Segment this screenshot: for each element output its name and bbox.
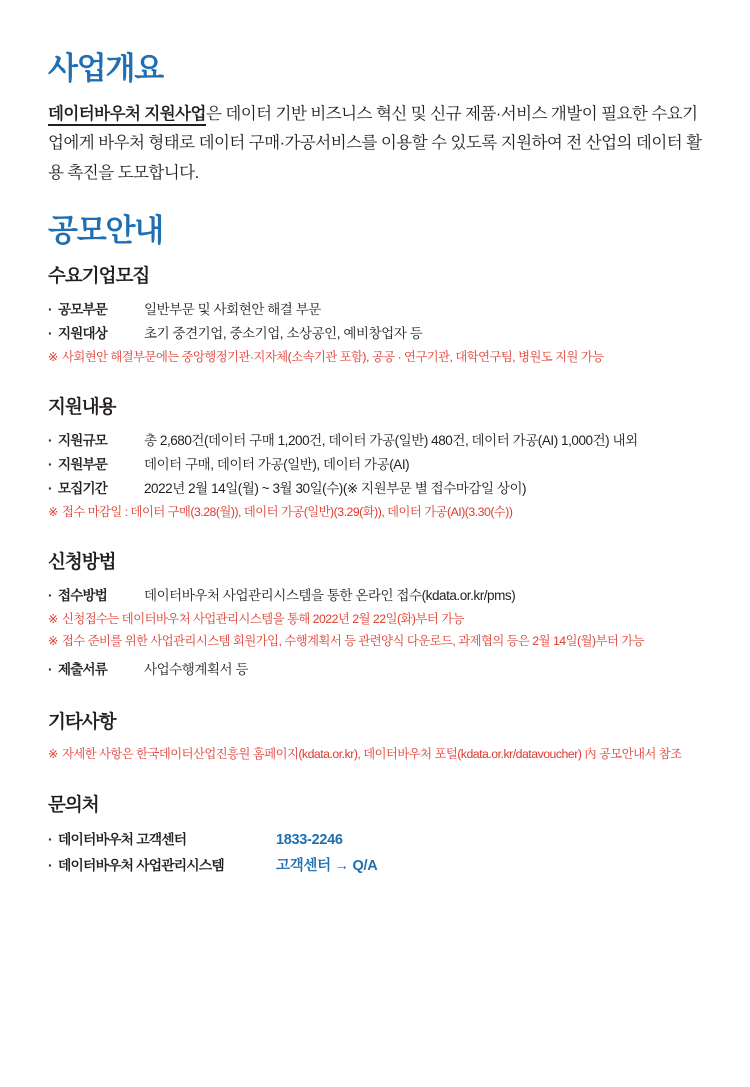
note-mark-icon: ※ [48, 611, 58, 626]
row-value: 초기 중견기업, 중소기업, 소상공인, 예비창업자 등 [144, 326, 423, 342]
section-title-overview: 사업개요 [48, 51, 163, 86]
bullet-dot: · [48, 587, 52, 603]
note-line [48, 503, 702, 522]
info-row [48, 478, 702, 500]
info-row [48, 659, 702, 681]
spacer [48, 765, 702, 791]
note-text: 신청접수는 데이터바우처 사업관리시스템을 통해 2022년 2월 22일(화)부터 가능 [62, 611, 464, 626]
spacer [48, 651, 702, 659]
spacer [48, 522, 702, 548]
row-value: 일반부문 및 사회현안 해결 부문 [144, 302, 321, 318]
group-support [48, 393, 702, 522]
note-text: 자세한 사항은 한국데이터산업진흥원 홈페이지(kdata.or.kr), 데이터바우처 포털(kdata.or.kr/datavoucher) 內 공모안내서 참조 [62, 747, 682, 762]
spacer [48, 188, 702, 214]
row-value: 데이터 구매, 데이터 가공(일반), 데이터 가공(AI) [144, 456, 410, 472]
contact-row [48, 828, 702, 848]
spacer [48, 682, 702, 708]
group-heading: 수요기업모집 [48, 265, 150, 287]
group-recruit [48, 262, 702, 367]
group-etc [48, 708, 702, 764]
note-mark-icon: ※ [48, 747, 58, 762]
note-text: 사회현안 해결부문에는 중앙행정기관·지자체(소속기관 포함), 공공 · 연구기관, 대학연구팀, 병원도 지원 가능 [62, 349, 604, 364]
contact-name: 데이터바우처 사업관리시스템 [58, 857, 224, 873]
contact-name: 데이터바우처 고객센터 [58, 831, 187, 847]
note-line [48, 745, 702, 764]
row-value: 2022년 2월 14일(월) ~ 3월 30일(수)(※ 지원부문 별 접수마감일 상이) [144, 480, 527, 496]
overview-keyword: 데이터바우처 지원사업 [48, 105, 206, 126]
bullet-dot: · [48, 831, 52, 847]
row-label: 접수방법 [58, 587, 107, 603]
contact-link[interactable]: 고객센터 → Q/A [276, 857, 378, 874]
bullet-dot: · [48, 661, 52, 677]
info-row [48, 323, 702, 345]
note-text: 접수 준비를 위한 사업관리시스템 회원가입, 수행계획서 등 관련양식 다운로드, 과제협의 등은 2월 14일(월)부터 가능 [62, 633, 645, 648]
group-contact [48, 791, 702, 875]
row-label: 지원부문 [58, 456, 107, 472]
row-label: 공모부문 [58, 302, 107, 318]
note-line [48, 348, 702, 367]
row-value: 사업수행계획서 등 [144, 661, 249, 677]
contact-phone[interactable]: 1833-2246 [276, 831, 343, 848]
info-row [48, 454, 702, 476]
contact-row [48, 854, 702, 875]
group-heading: 기타사항 [48, 711, 116, 733]
overview-paragraph [48, 100, 702, 188]
contact-heading: 문의처 [48, 793, 99, 815]
spacer [48, 367, 702, 393]
group-rows [48, 745, 702, 764]
overview-body: 은 데이터 기반 비즈니스 혁신 및 신규 제품·서비스 개발이 필요한 수요기업에게 바우처 형태로 데이터 구매·가공서비스를 이용할 수 있도록 지원하여 전 산업의 데이터 활용 촉진을 도모합니다. [48, 105, 702, 182]
info-row [48, 585, 702, 607]
group-apply [48, 548, 702, 681]
group-rows [48, 430, 702, 522]
note-line [48, 610, 702, 629]
bullet-dot: · [48, 480, 52, 496]
group-heading: 지원내용 [48, 396, 116, 418]
group-rows [48, 585, 702, 681]
bullet-dot: · [48, 326, 52, 342]
bullet-dot: · [48, 433, 52, 449]
note-mark-icon: ※ [48, 349, 58, 364]
row-label: 모집기간 [58, 480, 107, 496]
group-heading: 신청방법 [48, 550, 116, 572]
note-line [48, 632, 702, 651]
row-label: 지원규모 [58, 433, 107, 449]
group-rows [48, 299, 702, 367]
row-value: 총 2,680건(데이터 구매 1,200건, 데이터 가공(일반) 480건, 데이터 가공(AI) 1,000건) 내외 [144, 433, 638, 449]
row-value: 데이터바우처 사업관리시스템을 통한 온라인 접수(kdata.or.kr/pms) [144, 587, 516, 603]
info-row [48, 430, 702, 452]
row-label: 제출서류 [58, 661, 107, 677]
bullet-dot: · [48, 857, 52, 873]
row-label: 지원대상 [58, 326, 107, 342]
bullet-dot: · [48, 302, 52, 318]
note-mark-icon: ※ [48, 633, 58, 648]
note-mark-icon: ※ [48, 504, 58, 519]
bullet-dot: · [48, 456, 52, 472]
info-row [48, 299, 702, 321]
note-text: 접수 마감일 : 데이터 구매(3.28(월)), 데이터 가공(일반)(3.29(화)), 데이터 가공(AI)(3.30(수)) [62, 504, 513, 519]
section-title-notice: 공모안내 [48, 213, 163, 249]
